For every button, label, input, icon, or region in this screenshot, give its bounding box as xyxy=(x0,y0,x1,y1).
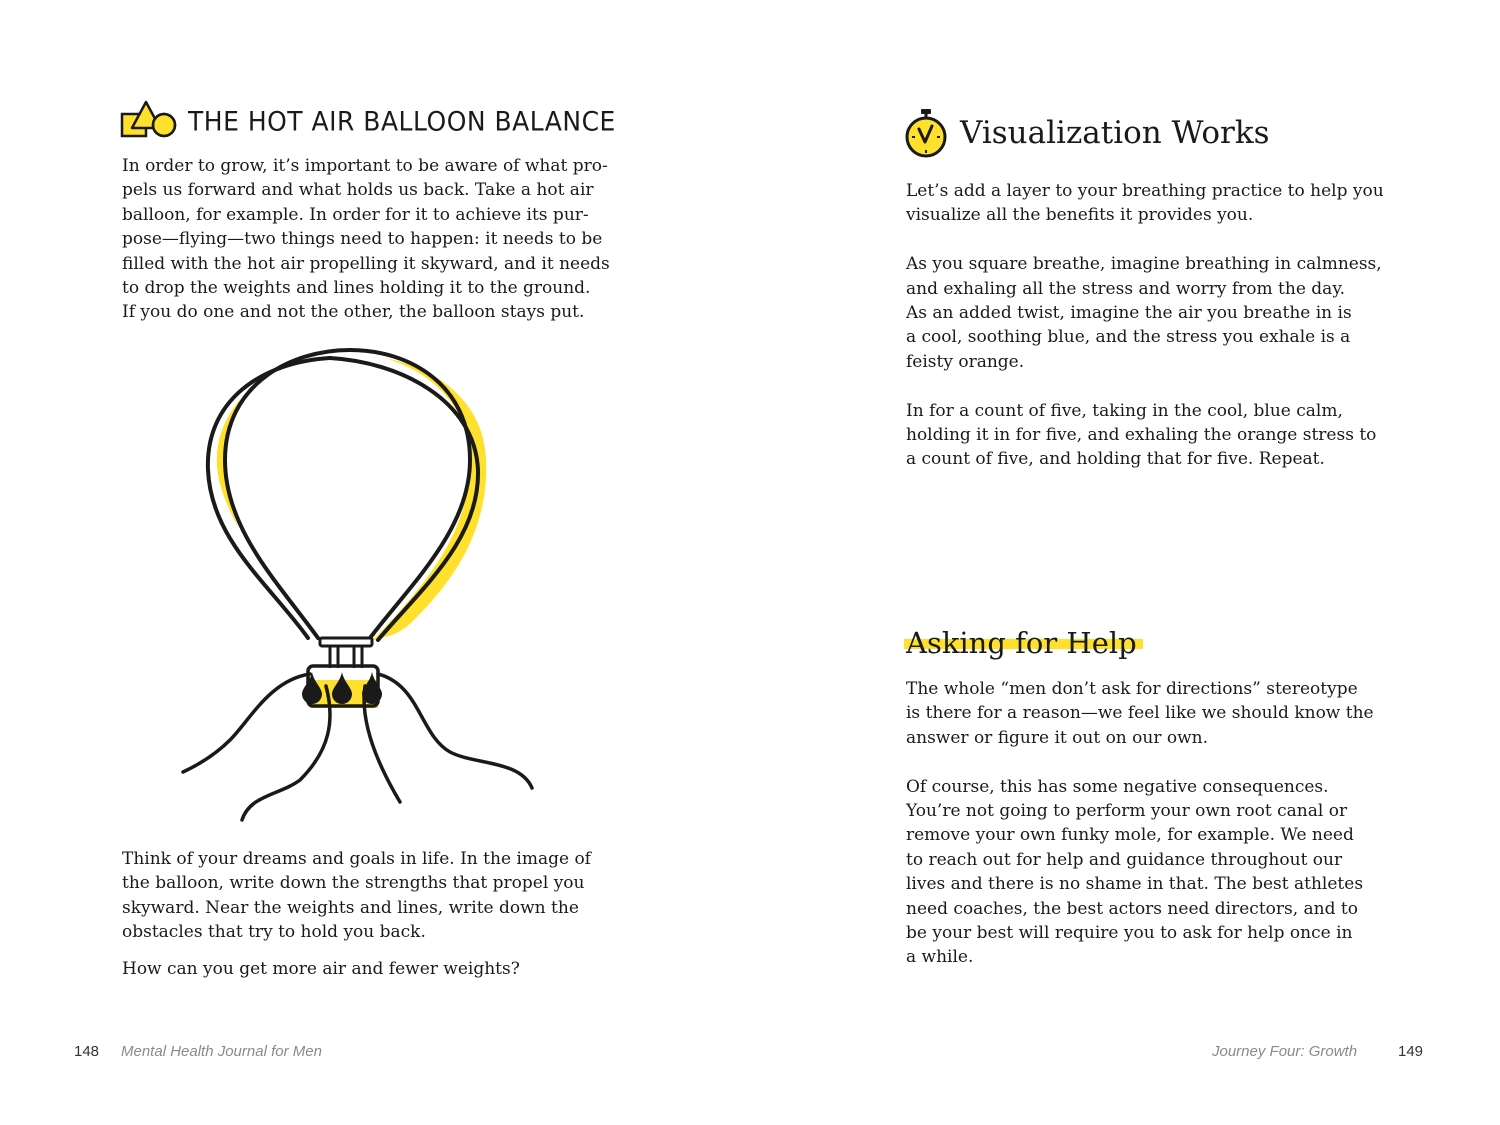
text-line: balloon, for example. In order for it to achieve its pur- xyxy=(122,204,589,225)
text-line: obstacles that try to hold you back. xyxy=(122,922,426,943)
text-line: feisty orange. xyxy=(906,351,1025,372)
text-line: is there for a reason—we feel like we should know the xyxy=(906,703,1374,724)
help-text xyxy=(906,677,1406,970)
text-line: visualize all the benefits it provides you. xyxy=(906,205,1254,226)
hot-air-balloon-illustration xyxy=(170,340,550,830)
text-line: Of course, this has some negative consequences. xyxy=(906,776,1329,797)
shapes-icon xyxy=(120,100,178,142)
text-line: lives and there is no shame in that. The best athletes xyxy=(906,874,1364,895)
help-title: Asking for Help xyxy=(904,626,1143,660)
text-line: and exhaling all the stress and worry from the day. xyxy=(906,278,1346,299)
text-line: filled with the hot air propelling it skyward, and it needs xyxy=(122,253,610,274)
balloon-prompt-text xyxy=(122,847,622,945)
text-line: to reach out for help and guidance throughout our xyxy=(906,849,1343,870)
text-line: pels us forward and what holds us back. Take a hot air xyxy=(122,180,594,201)
text-line: answer or figure it out on our own. xyxy=(906,727,1209,748)
text-line: a count of five, and holding that for five. Repeat. xyxy=(906,449,1325,470)
text-line: remove your own funky mole, for example. We need xyxy=(906,825,1354,846)
text-line: As an added twist, imagine the air you breathe in is xyxy=(906,303,1352,324)
visualization-section-heading xyxy=(904,108,1270,158)
text-line: If you do one and not the other, the balloon stays put. xyxy=(122,302,585,323)
text-line: The whole “men don’t ask for directions” stereotype xyxy=(906,679,1358,699)
balloon-question xyxy=(122,957,622,981)
text-line: pose—flying—two things need to happen: it needs to be xyxy=(122,229,603,250)
text-line: the balloon, write down the strengths that propel you xyxy=(122,873,585,894)
text-line: As you square breathe, imagine breathing in calmness, xyxy=(906,254,1382,275)
page-number-right: 149 xyxy=(1398,1043,1424,1060)
text-line: a cool, soothing blue, and the stress you exhale is a xyxy=(906,327,1351,348)
text-line: skyward. Near the weights and lines, write down the xyxy=(122,897,579,918)
text-line: to drop the weights and lines holding it to the ground. xyxy=(122,278,591,299)
running-title-right: Journey Four: Growth xyxy=(1212,1043,1358,1060)
right-page xyxy=(750,0,1500,1125)
help-section-heading xyxy=(906,626,1143,660)
visualization-text xyxy=(906,179,1406,472)
text-line: In order to grow, it’s important to be aware of what pro- xyxy=(122,156,608,176)
text-line: a while. xyxy=(906,947,974,968)
running-title-left: Mental Health Journal for Men xyxy=(121,1043,322,1060)
balloon-intro-text xyxy=(122,154,622,325)
text-line: You’re not going to perform your own root canal or xyxy=(906,801,1348,822)
text-line: Think of your dreams and goals in life. In the image of xyxy=(122,849,591,869)
text-line: need coaches, the best actors need directors, and to xyxy=(906,898,1358,919)
text-line: Let’s add a layer to your breathing practice to help you xyxy=(906,181,1384,201)
visualization-title: Visualization Works xyxy=(960,115,1270,151)
balloon-section-heading xyxy=(120,100,616,142)
text-line: holding it in for five, and exhaling the orange stress to xyxy=(906,425,1377,446)
text-line: In for a count of five, taking in the cool, blue calm, xyxy=(906,400,1343,421)
stopwatch-icon xyxy=(904,108,948,158)
text-line: be your best will require you to ask for help once in xyxy=(906,923,1353,944)
balloon-section-title: THE HOT AIR BALLOON BALANCE xyxy=(188,105,616,137)
page-number-left: 148 xyxy=(74,1043,100,1060)
question-text: How can you get more air and fewer weights? xyxy=(122,959,520,979)
